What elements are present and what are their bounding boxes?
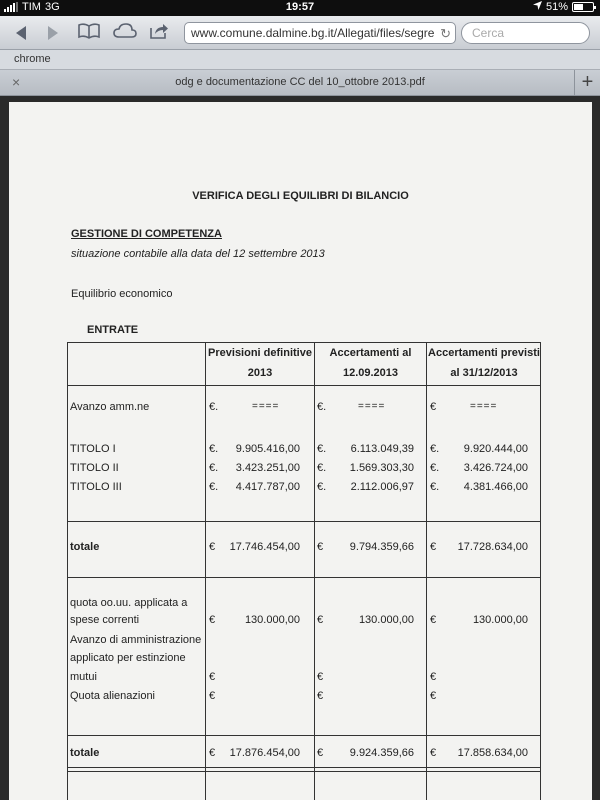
row-label: Quota alienazioni — [70, 690, 156, 702]
share-button[interactable] — [146, 22, 172, 44]
table-cell: 2.112.006,97 — [350, 481, 414, 493]
browser-toolbar — [0, 16, 600, 50]
row-label: totale — [70, 747, 100, 759]
address-bar[interactable] — [184, 22, 456, 44]
table-cell: ==== — [252, 401, 280, 412]
row-label: applicato per estinzione — [70, 652, 186, 664]
row-label: TITOLO II — [70, 462, 119, 474]
currency-symbol: € — [430, 690, 437, 702]
doc-title: VERIFICA DEGLI EQUILIBRI DI BILANCIO — [192, 190, 409, 202]
table-cell: 9.794.359,66 — [349, 541, 414, 553]
table-cell: 4.417.787,00 — [235, 481, 300, 493]
currency-symbol: €. — [209, 481, 219, 493]
table-cell: 130.000,00 — [358, 614, 414, 626]
row-label: spese correnti — [70, 614, 140, 626]
forward-button[interactable] — [40, 22, 66, 44]
doc-subtitle: situazione contabile alla data del 12 settembre 2013 — [71, 248, 325, 260]
table-cell: ==== — [358, 401, 386, 412]
currency-symbol: € — [209, 690, 216, 702]
currency-symbol: € — [317, 690, 324, 702]
currency-symbol: € — [317, 614, 324, 626]
currency-symbol: € — [430, 541, 437, 553]
tab-bar — [0, 70, 600, 96]
table-cell: 3.426.724,00 — [463, 462, 528, 474]
new-tab-button[interactable]: + — [574, 70, 600, 96]
currency-symbol: € — [317, 541, 324, 553]
currency-symbol: €. — [430, 481, 440, 493]
budget-table — [67, 342, 541, 800]
header-accertamenti-previsti: Accertamenti previsti al 31/12/2013 — [428, 347, 540, 379]
header-accertamenti: Accertamenti al 12.09.2013 — [329, 347, 412, 379]
row-label: TITOLO I — [70, 443, 116, 455]
currency-symbol: €. — [317, 401, 327, 413]
currency-symbol: € — [430, 401, 437, 413]
icloud-tabs-button[interactable] — [112, 22, 138, 44]
book-icon — [78, 23, 100, 44]
section-heading: GESTIONE DI COMPETENZA — [71, 228, 222, 240]
entrate-label: ENTRATE — [87, 324, 139, 336]
currency-symbol: €. — [209, 443, 219, 455]
currency-symbol: € — [209, 747, 216, 759]
bookmarks-bar — [0, 50, 600, 70]
table-cell: 130.000,00 — [472, 614, 528, 626]
table-cell: 17.746.454,00 — [229, 541, 300, 553]
status-time: 19:57 — [285, 1, 315, 13]
bookmark-chrome[interactable]: chrome — [14, 53, 51, 65]
table-cell: 17.858.634,00 — [457, 747, 528, 759]
currency-symbol: € — [209, 541, 216, 553]
currency-symbol: €. — [209, 401, 219, 413]
table-cell: 9.905.416,00 — [235, 443, 300, 455]
status-right — [533, 1, 594, 13]
currency-symbol: € — [317, 671, 324, 683]
currency-symbol: €. — [317, 481, 327, 493]
currency-symbol: €. — [430, 462, 440, 474]
table-cell: 4.381.466,00 — [463, 481, 528, 493]
cloud-icon — [113, 23, 137, 44]
table-cell: 9.924.359,66 — [349, 747, 414, 759]
location-arrow-icon — [533, 1, 542, 13]
row-label: TITOLO III — [70, 481, 122, 493]
search-placeholder: Cerca — [472, 26, 505, 40]
table-cell: 1.569.303,30 — [349, 462, 414, 474]
bookmarks-button[interactable] — [76, 22, 102, 44]
currency-symbol: € — [430, 671, 437, 683]
currency-symbol: €. — [317, 443, 327, 455]
currency-symbol: € — [430, 747, 437, 759]
currency-symbol: €. — [317, 462, 327, 474]
reload-icon[interactable]: ↻ — [440, 26, 451, 41]
row-label: quota oo.uu. applicata a — [70, 597, 188, 609]
battery-percent: 51% — [545, 1, 568, 13]
pdf-viewer[interactable] — [0, 96, 600, 800]
table-cell: 3.423.251,00 — [235, 462, 300, 474]
row-label: Avanzo di amministrazione — [70, 634, 202, 646]
table-cell: 6.113.049,39 — [350, 443, 414, 455]
currency-symbol: €. — [209, 462, 219, 474]
tab-title[interactable]: odg e documentazione CC del 10_ottobre 2013.pdf — [175, 76, 425, 88]
table-cell: 9.920.444,00 — [463, 443, 528, 455]
back-button[interactable] — [8, 22, 34, 44]
table-cell: 17.876.454,00 — [229, 747, 300, 759]
status-bar — [0, 0, 600, 16]
url-text: www.comune.dalmine.bg.it/Allegati/files/segre — [191, 26, 435, 40]
row-label: totale — [70, 541, 100, 553]
currency-symbol: € — [430, 614, 437, 626]
pdf-page — [9, 102, 592, 800]
carrier-label: TIM — [22, 1, 41, 13]
currency-symbol: € — [317, 747, 324, 759]
header-previsioni: Previsioni definitive 2013 — [208, 347, 312, 379]
share-icon — [149, 23, 169, 44]
currency-symbol: €. — [430, 443, 440, 455]
close-tab-icon[interactable]: × — [12, 74, 21, 90]
row-label: Avanzo amm.ne — [70, 401, 150, 413]
table-cell: 17.728.634,00 — [457, 541, 528, 553]
row-label: mutui — [70, 671, 97, 683]
table-cell: ==== — [470, 401, 498, 412]
currency-symbol: € — [209, 614, 216, 626]
currency-symbol: € — [209, 671, 216, 683]
equilibrio-label: Equilibrio economico — [71, 288, 173, 300]
table-cell: 130.000,00 — [244, 614, 300, 626]
battery-icon — [572, 2, 594, 12]
network-label: 3G — [44, 1, 60, 13]
search-field[interactable] — [461, 22, 590, 44]
